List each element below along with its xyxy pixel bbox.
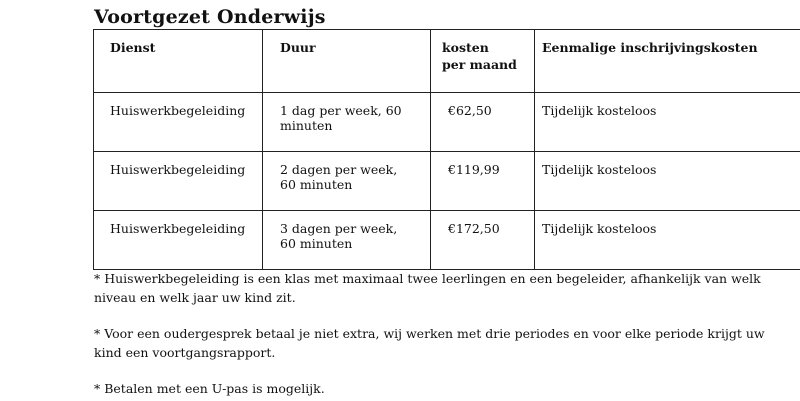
cell-duur-line1: 3 dagen per week, bbox=[280, 221, 398, 236]
header-inschrijving: Eenmalige inschrijvingskosten bbox=[535, 30, 800, 93]
cell-duur bbox=[263, 152, 431, 211]
cell-kosten: €172,50 bbox=[431, 211, 535, 270]
cell-duur bbox=[263, 211, 431, 270]
header-kosten bbox=[431, 30, 535, 93]
cell-duur-line1: 1 dag per week, 60 bbox=[280, 103, 402, 118]
cell-duur-line2: 60 minuten bbox=[280, 236, 353, 251]
cell-inschrijving: Tijdelijk kosteloos bbox=[535, 152, 800, 211]
cell-dienst: Huiswerkbegeleiding bbox=[94, 93, 263, 152]
cell-duur-line1: 2 dagen per week, bbox=[280, 162, 398, 177]
footnote-oudergesprek bbox=[94, 324, 774, 362]
table-header-row bbox=[94, 30, 800, 93]
cell-duur-line2: 60 minuten bbox=[280, 177, 353, 192]
footnote-klas bbox=[94, 269, 774, 307]
cell-inschrijving: Tijdelijk kosteloos bbox=[535, 93, 800, 152]
footnote-upas bbox=[94, 379, 774, 398]
table-row bbox=[94, 152, 800, 211]
footnote-line: * Voor een oudergesprek betaal je niet extra, wij werken met drie periodes en voor elke periode krijgt uw bbox=[94, 326, 765, 341]
table-row bbox=[94, 211, 800, 270]
footnote-line: niveau en welk jaar uw kind zit. bbox=[94, 290, 296, 305]
table-row bbox=[94, 93, 800, 152]
cell-kosten: €119,99 bbox=[431, 152, 535, 211]
cell-inschrijving: Tijdelijk kosteloos bbox=[535, 211, 800, 270]
cell-kosten: €62,50 bbox=[431, 93, 535, 152]
footnote-line: * Betalen met een U-pas is mogelijk. bbox=[94, 381, 325, 396]
cell-dienst: Huiswerkbegeleiding bbox=[94, 211, 263, 270]
header-kosten-line1: kosten bbox=[442, 40, 489, 55]
footnote-line: kind een voortgangsrapport. bbox=[94, 345, 276, 360]
header-kosten-line2: per maand bbox=[442, 57, 517, 72]
footnote-line: * Huiswerkbegeleiding is een klas met maximaal twee leerlingen en een begeleider, afhankelijk van welk bbox=[94, 271, 761, 286]
cell-duur bbox=[263, 93, 431, 152]
cell-dienst: Huiswerkbegeleiding bbox=[94, 152, 263, 211]
header-duur: Duur bbox=[263, 30, 431, 93]
cell-duur-line2: minuten bbox=[280, 118, 333, 133]
header-dienst: Dienst bbox=[94, 30, 263, 93]
pricing-table bbox=[93, 29, 800, 270]
page-title: Voortgezet Onderwijs bbox=[94, 6, 326, 28]
